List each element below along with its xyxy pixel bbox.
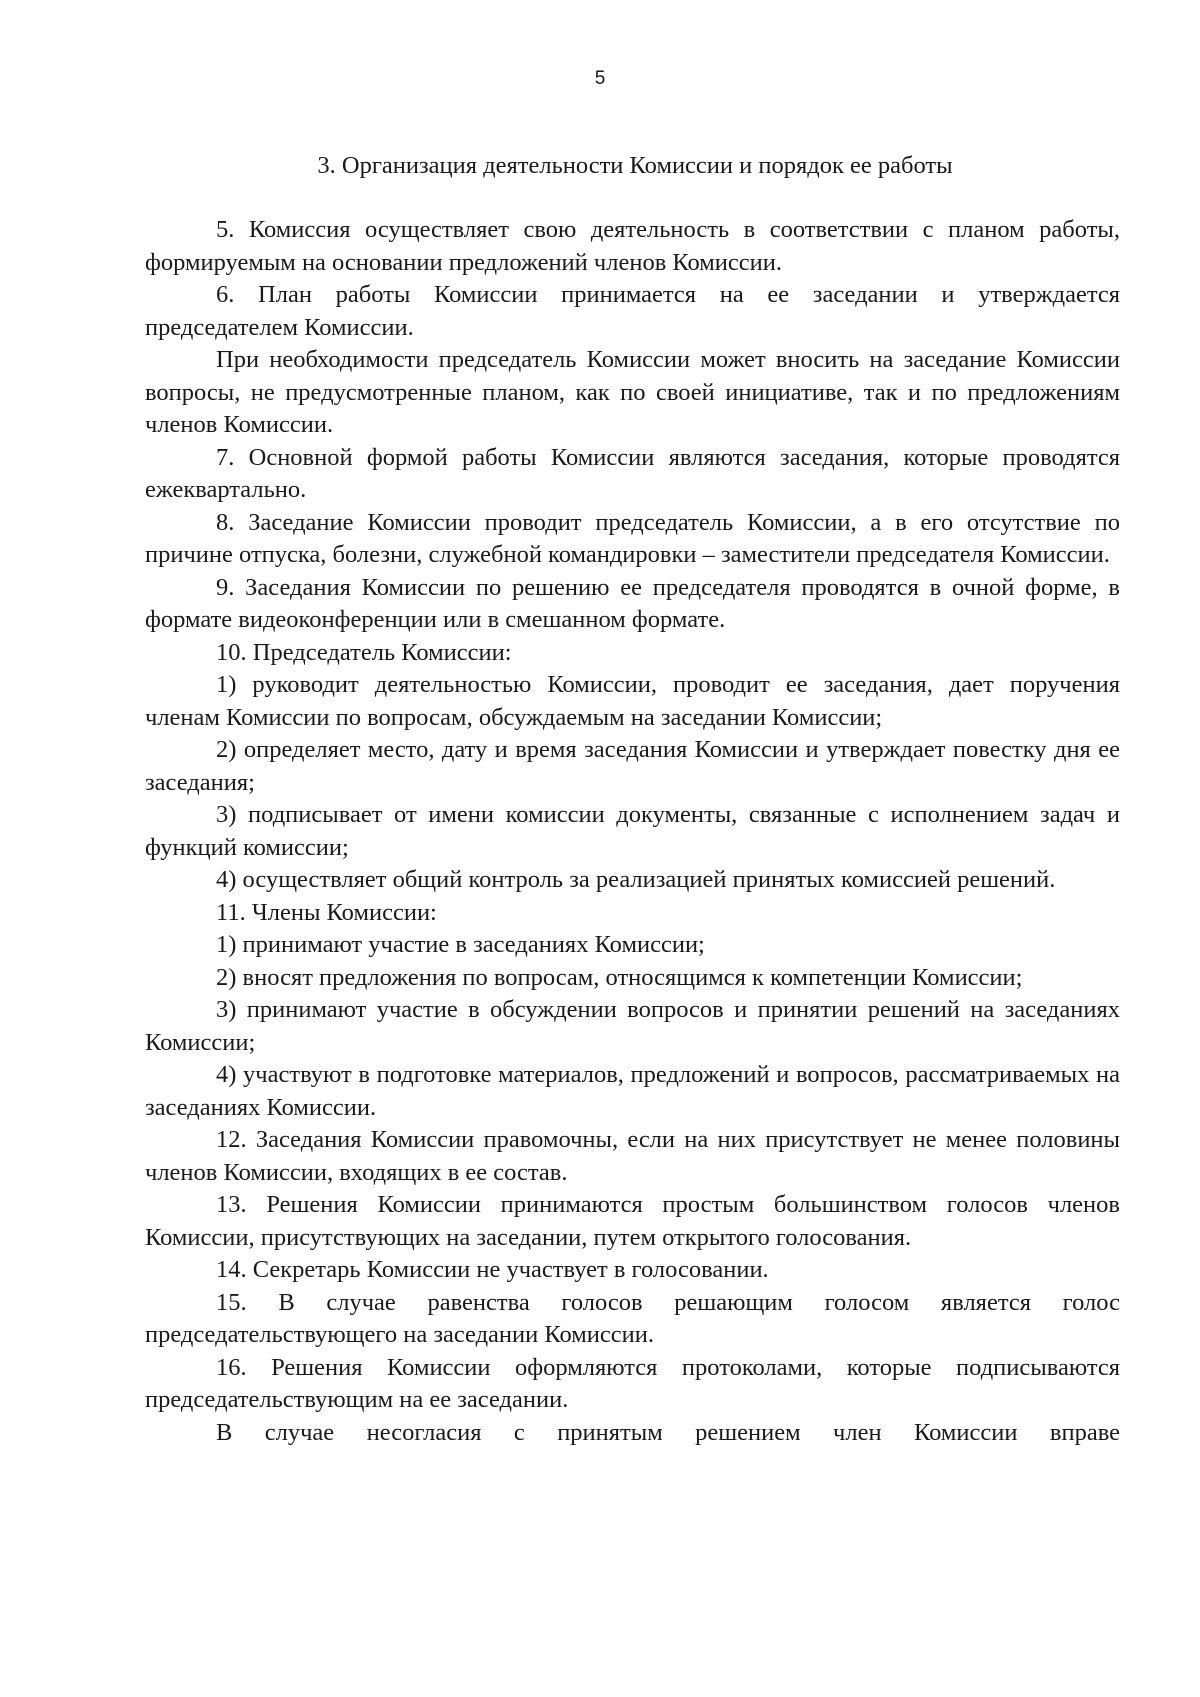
paragraph-11-item-1: 1) принимают участие в заседаниях Комиссии; xyxy=(216,931,705,958)
page-number: 5 xyxy=(594,68,606,89)
paragraph-10: 10. Председатель Комиссии: xyxy=(216,638,512,666)
document-body xyxy=(145,214,1120,1449)
paragraph-9: 9. Заседания Комиссии по решению ее председателя проводятся в очной форме, в формате видеоконференции или в смешанном формате. xyxy=(145,573,1120,633)
paragraph-11-item-2: 2) вносят предложения по вопросам, относящимся к компетенции Комиссии; xyxy=(216,963,1023,991)
paragraph-10-item-1: 1) руководит деятельностью Комиссии, проводит ее заседания, дает поручения членам Комиссии по вопросам, обсуждаемым на заседании Комиссии; xyxy=(145,671,1120,731)
paragraph-6-note: При необходимости председатель Комиссии может вносить на заседание Комиссии вопросы, не предусмотренные планом, как по своей инициативе, так и по предложениям членов Комиссии. xyxy=(145,346,1120,438)
paragraph-13: 13. Решения Комиссии принимаются простым большинством голосов членов Комиссии, присутствующих на заседании, путем открытого голосования. xyxy=(145,1191,1120,1251)
paragraph-5: 5. Комиссия осуществляет свою деятельность в соответствии с планом работы, формируемым на основании предложений членов Комиссии. xyxy=(145,216,1120,276)
paragraph-11: 11. Члены Комиссии: xyxy=(216,898,437,926)
paragraph-10-item-3: 3) подписывает от имени комиссии документы, связанные с исполнением задач и функций комиссии; xyxy=(145,801,1120,861)
paragraph-11-item-3: 3) принимают участие в обсуждении вопросов и принятии решений на заседаниях Комиссии; xyxy=(145,996,1120,1056)
paragraph-7: 7. Основной формой работы Комиссии являются заседания, которые проводятся ежеквартально. xyxy=(145,443,1120,503)
paragraph-10-item-2: 2) определяет место, дату и время заседания Комиссии и утверждает повестку дня ее заседания; xyxy=(145,736,1120,796)
paragraph-16-continuation: В случае несогласия с принятым решением член Комиссии вправе xyxy=(216,1418,1120,1446)
paragraph-16: 16. Решения Комиссии оформляются протоколами, которые подписываются председательствующим на ее заседании. xyxy=(145,1353,1120,1413)
paragraph-14: 14. Секретарь Комиссии не участвует в голосовании. xyxy=(216,1256,769,1283)
paragraph-6: 6. План работы Комиссии принимается на ее заседании и утверждается председателем Комиссии. xyxy=(145,281,1120,341)
paragraph-15: 15. В случае равенства голосов решающим голосом является голос председательствующего на заседании Комиссии. xyxy=(145,1288,1120,1348)
paragraph-11-item-4: 4) участвуют в подготовке материалов, предложений и вопросов, рассматриваемых на заседаниях Комиссии. xyxy=(145,1061,1120,1121)
paragraph-8: 8. Заседание Комиссии проводит председатель Комиссии, а в его отсутствие по причине отпуска, болезни, служебной командировки – заместители председателя Комиссии. xyxy=(145,508,1120,568)
paragraph-12: 12. Заседания Комиссии правомочны, если на них присутствует не менее половины членов Комиссии, входящих в ее состав. xyxy=(145,1126,1120,1186)
section-heading: 3. Организация деятельности Комиссии и порядок ее работы xyxy=(317,152,953,179)
paragraph-10-item-4: 4) осуществляет общий контроль за реализацией принятых комиссией решений. xyxy=(216,866,1056,893)
